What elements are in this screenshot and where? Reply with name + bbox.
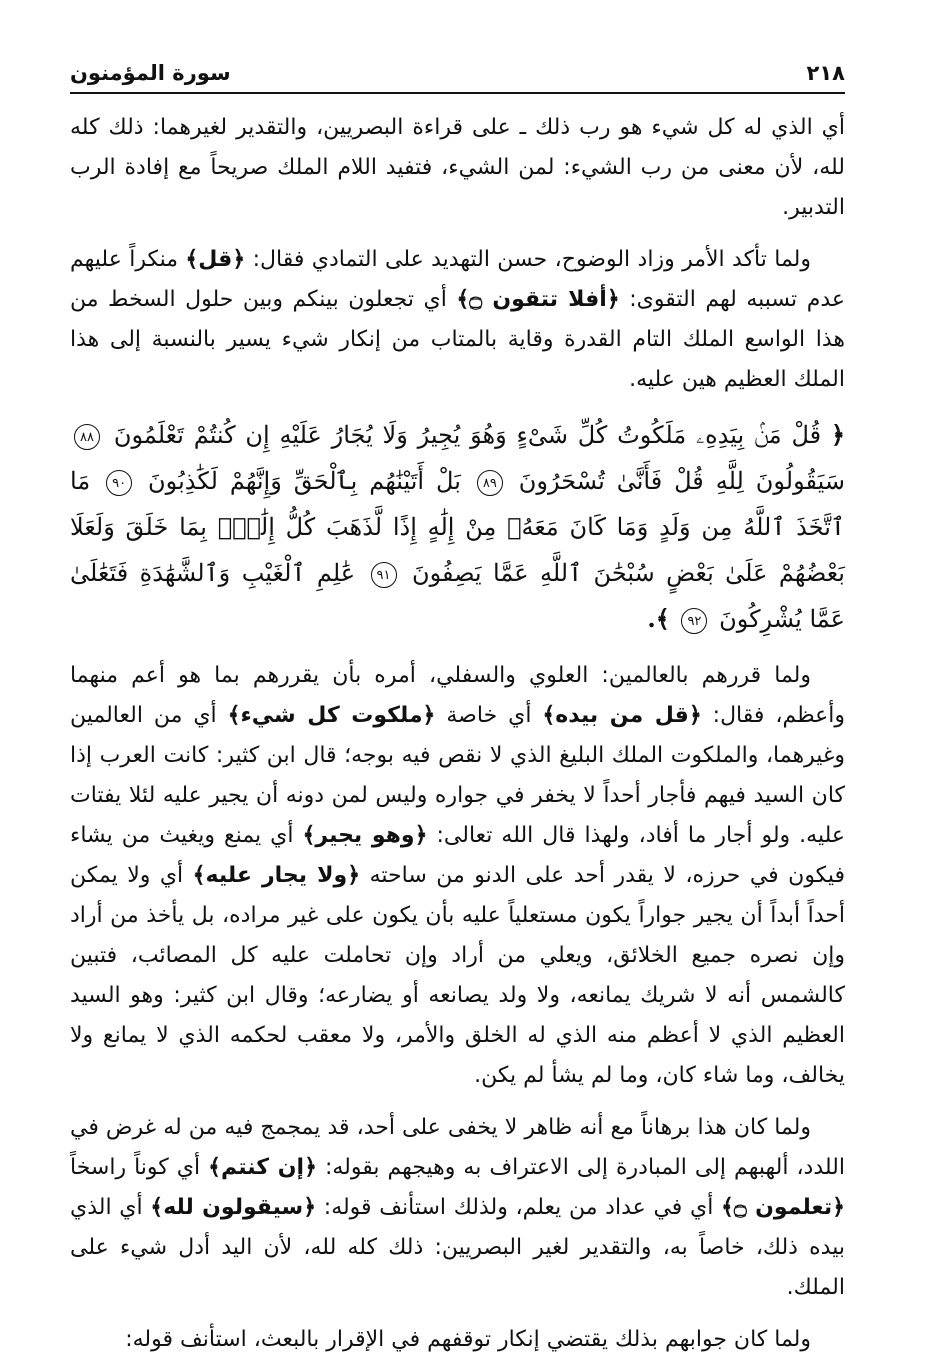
paragraph-3-text-d: أي يمنع ويغيث من يشاء فيكون في حرزه، لا يقدر أحد على الدنو من ساحته (70, 823, 845, 888)
ayah-number-92: ٩٢ (681, 608, 707, 634)
ayah-number-89: ٨٩ (477, 470, 503, 496)
quran-quote-qul-man-biyadihi: ﴿قل من بيده﴾ (542, 703, 702, 728)
book-page (70, 56, 845, 1372)
quran-quote-qul: ﴿قل﴾ (185, 247, 246, 272)
verse-89: سَيَقُولُونَ لِلَّهِ قُلْ فَأَنَّىٰ تُسْحَرُونَ (518, 467, 845, 495)
surah-title: سورة المؤمنون (70, 61, 231, 85)
ayah-number-91: ٩١ (371, 562, 397, 588)
quran-quote-talamun: ﴿تعلمون ۝﴾ (721, 1195, 845, 1220)
header-rule (70, 92, 845, 94)
paragraph-3-text-c: أي من العالمين وغيرهما، والملكوت الملك البليغ الذي لا نقص فيه بوجه؛ قال ابن كثير: كانت العرب إذا كان السيد فيهم فأجار أحداً لا يخفر في جواره وليس لمن دونه أن يجير عليه لئلا يفتات عليه. ولو أجار ما أفاد، ولهذا قال الله تعالى: (70, 703, 845, 848)
paragraph-4 (70, 1108, 845, 1308)
paragraph-1: أي الذي له كل شيء هو رب ذلك ـ على قراءة البصريين، والتقدير لغيرهما: ذلك كله لله، لأن معنى من رب الشيء: لمن الشيء، فتفيد اللام الملك صريحاً مع إفادة الرب التدبير. (70, 115, 845, 220)
running-head (70, 56, 845, 90)
quran-quote-afala-tattaqun: ﴿أفلا تتقون ۝﴾ (456, 287, 620, 312)
paragraph-3 (70, 656, 845, 1096)
paragraph-3-text-a: ولما قررهم بالعالمين: العلوي والسفلي، أمره بأن يقررهم بما هو أعم منهما وأعظم، فقال: (70, 663, 845, 728)
paragraph-2-text-b: منكراً عليهم عدم تسببه لهم التقوى: (70, 247, 845, 312)
ayah-number-88: ٨٨ (74, 424, 100, 450)
ayah-number-90: ٩٠ (106, 470, 132, 496)
verse-close-bracket: ﴾. (647, 604, 670, 633)
verse-90: بَلْ أَتَيْنَٰهُم بِٱلْحَقِّ وَإِنَّهُمْ لَكَٰذِبُونَ (148, 467, 461, 495)
paragraph-4-text-a: ولما كان هذا برهاناً مع أنه ظاهر لا يخفى على أحد، قد يمجمج فيه من له غرض في اللدد، ألهبهم إلى المبادرة إلى الاعتراف به وهيجهم بقوله: (70, 1115, 845, 1180)
verse-92: عَٰلِمِ ٱلْغَيْبِ وَٱلشَّهَٰدَةِ فَتَعَٰلَىٰ عَمَّا يُشْرِكُونَ (70, 559, 845, 633)
verse-88: قُلْ مَنۢ بِيَدِهِۦ مَلَكُوتُ كُلِّ شَىْءٍ وَهُوَ يُجِيرُ وَلَا يُجَارُ عَلَيْهِ إِن كُنتُمْ تَعْلَمُونَ (113, 421, 822, 449)
quran-quote-wala-yujaru: ﴿ولا يجار عليه﴾ (192, 863, 361, 888)
page-number: ٢١٨ (806, 61, 845, 85)
quran-quote-wahuwa-yujir: ﴿وهو يجير﴾ (302, 823, 428, 848)
quran-quote-sayaqulun-lillah: ﴿سيقولون لله﴾ (150, 1195, 317, 1220)
paragraph-4-text-c: أي في عداد من يعلم، ولذلك استأنف قوله: (316, 1195, 721, 1220)
paragraph-3-text-b: أي خاصة (435, 703, 543, 728)
verse-open-bracket: ﴿ (830, 420, 845, 449)
paragraph-2-text-c: أي تجعلون بينكم وبين حلول السخط من هذا الواسع الملك التام القدرة وقاية بالمتاب من إنكار شيء يسير بالنسبة إلى هذا الملك العظيم هين عليه. (70, 287, 845, 392)
paragraph-3-text-e: أي ولا يمكن أحداً أبداً أن يجير جواراً يكون مستعلياً عليه بأن يكون على غير مراده، بل يأخذ من أراد وإن نصره جميع الخلائق، ويعلي من أراد وإن تحاملت عليه كل المصائب، فتبين كالشمس أنه لا شريك يمانعه، ولا ولد يصانعه أو يضارعه؛ وقال ابن كثير: وهو السيد العظيم الذي لا أعظم منه الذي له الخلق والأمر، ولا معقب لحكمه الذي لا يمانع ولا يخالف، وما شاء كان، وما لم يشأ لم يكن. (70, 863, 845, 1088)
verse-91: مَا ٱتَّخَذَ ٱللَّهُ مِن وَلَدٍ وَمَا كَانَ مَعَهُۥ مِنْ إِلَٰهٍ إِذًا لَّذَهَبَ كُلُّ إِلَٰهٍۭ بِمَا خَلَقَ وَلَعَلَا بَعْضُهُمْ عَلَىٰ بَعْضٍ سُبْحَٰنَ ٱللَّهِ عَمَّا يَصِفُونَ (70, 467, 845, 587)
quran-verses-block (70, 412, 845, 642)
paragraph-5: ولما كان جوابهم بذلك يقتضي إنكار توقفهم في الإقرار بالبعث، استأنف قوله: (125, 1327, 811, 1352)
paragraph-2-text-a: ولما تأكد الأمر وزاد الوضوح، حسن التهديد على التمادي فقال: (245, 247, 812, 272)
quran-quote-in-kuntum: ﴿إن كنتم﴾ (208, 1155, 317, 1180)
quran-quote-malakut: ﴿ملكوت كل شيء﴾ (227, 703, 436, 728)
paragraph-4-text-d: أي الذي بيده ذلك، خاصاً به، والتقدير لغير البصريين: ذلك كله لله، لأن اليد أدل شيء على الملك. (70, 1195, 845, 1300)
paragraph-2 (70, 240, 845, 400)
paragraph-4-text-b: أي كوناً راسخاً (70, 1155, 209, 1180)
